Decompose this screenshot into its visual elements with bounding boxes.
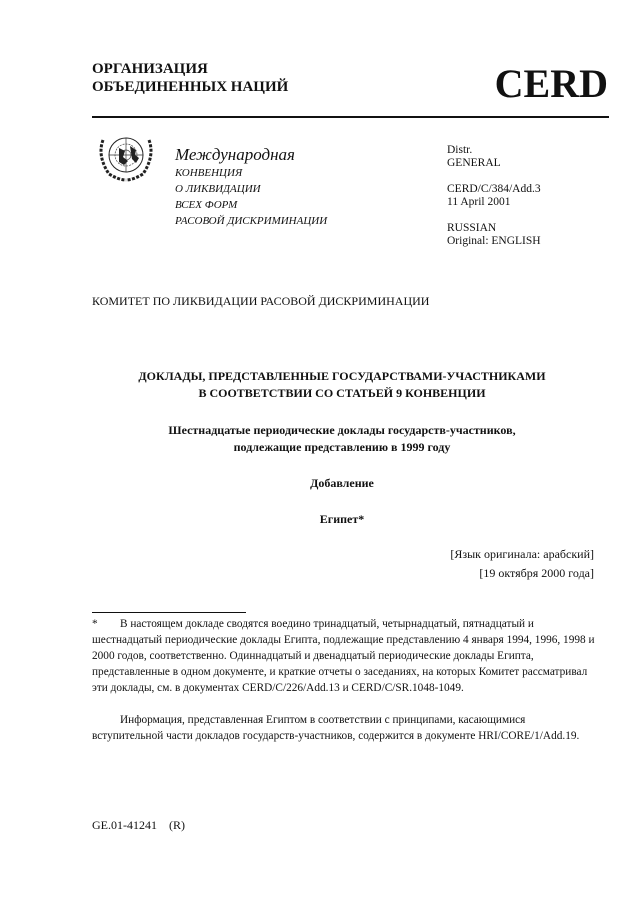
- convention-line: КОНВЕНЦИЯ: [175, 167, 243, 179]
- footnote: [92, 616, 598, 744]
- subtitle-line: подлежащие представлению в 1999 году: [233, 440, 451, 454]
- distribution-label: Distr.: [447, 144, 473, 156]
- title-line: ДОКЛАДЫ, ПРЕДСТАВЛЕННЫЕ ГОСУДАРСТВАМИ-УЧАСТНИКАМИ: [138, 369, 546, 383]
- convention-line: ВСЕХ ФОРМ: [175, 199, 238, 211]
- received-date-note: [19 октября 2000 года]: [479, 566, 594, 580]
- original-language: Original: ENGLISH: [447, 235, 541, 247]
- convention-line: Международная: [175, 145, 295, 164]
- org-line-2: ОБЪЕДИНЕННЫХ НАЦИЙ: [92, 79, 289, 95]
- footnote-rule: [92, 612, 246, 613]
- organization-name: [92, 60, 288, 96]
- convention-line: РАСОВОЙ ДИСКРИМИНАЦИИ: [175, 215, 328, 227]
- footnote-paragraph: В настоящем докладе сводятся воедино тринадцатый, четырнадцатый, пятнадцатый и шестнадцатый периодические доклады Египта, подлежащие представлению 4 января 1994, 1996, 1998 и 2000 годов, соответственно. Одиннадцатый и двенадцатый периодические доклады Египта, представленные в одном документе, и краткие отчеты о заседаниях, на которых Комитет рассматривал эти доклады, см. в документах CERD/C/226/Add.13 и CERD/C/SR.1048-1049.: [92, 618, 595, 694]
- header-rule: [92, 116, 609, 118]
- footnote-marker: *: [92, 618, 98, 630]
- document-date: 11 April 2001: [447, 196, 511, 208]
- subtitle-line: Шестнадцатые периодические доклады государств-участников,: [168, 423, 516, 437]
- org-line-1: ОРГАНИЗАЦИЯ: [92, 61, 208, 77]
- un-emblem-icon: [95, 128, 157, 182]
- language-note: [450, 545, 594, 583]
- document-title: [92, 368, 592, 402]
- document-subtitle: [92, 422, 592, 456]
- convention-line: О ЛИКВИДАЦИИ: [175, 183, 261, 195]
- original-language-note: [Язык оригинала: арабский]: [450, 547, 594, 561]
- document-series-symbol: CERD: [494, 61, 608, 106]
- distribution-value: GENERAL: [447, 157, 501, 169]
- country-heading: Египет*: [319, 512, 365, 526]
- document-metadata: [447, 144, 541, 248]
- convention-title: [175, 145, 327, 229]
- footnote-paragraph: Информация, представленная Египтом в соответствии с принципами, касающимися вступительной части докладов государств-участников, содержится в документе HRI/CORE/1/Add.19.: [92, 714, 580, 742]
- document-language: RUSSIAN: [447, 222, 497, 234]
- job-number: GE.01-41241 (R): [92, 818, 185, 832]
- title-line: В СООТВЕТСТВИИ СО СТАТЬЕЙ 9 КОНВЕНЦИИ: [198, 386, 486, 400]
- addendum-heading: Добавление: [310, 476, 374, 490]
- document-symbol: CERD/C/384/Add.3: [447, 183, 541, 195]
- committee-name: КОМИТЕТ ПО ЛИКВИДАЦИИ РАСОВОЙ ДИСКРИМИНАЦИИ: [92, 294, 430, 308]
